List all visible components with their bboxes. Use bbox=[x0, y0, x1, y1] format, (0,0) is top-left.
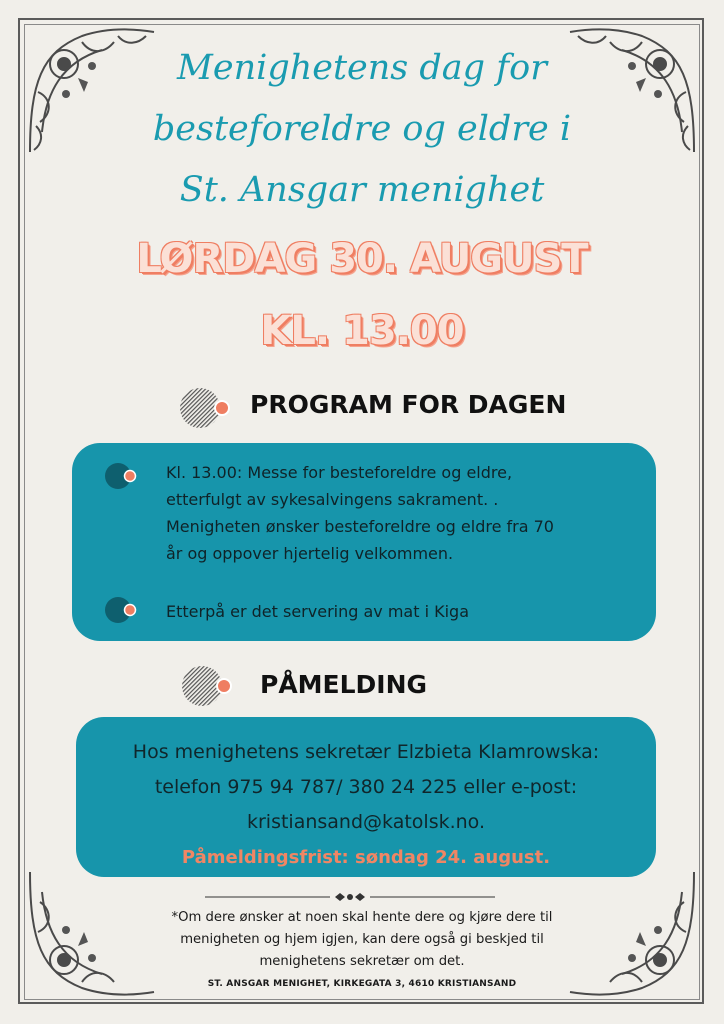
program-item-line: etterfulgt av sykesalvingens sakrament. . bbox=[166, 490, 499, 509]
signup-deadline: Påmeldingsfrist: søndag 24. august. bbox=[181, 847, 551, 868]
program-item-mass bbox=[166, 459, 646, 567]
program-item-line: år og oppover hjertelig velkommen. bbox=[166, 544, 454, 563]
event-date: LØRDAG 30. AUGUST bbox=[136, 236, 588, 282]
title-line-1: Menighetens dag for bbox=[177, 48, 547, 88]
signup-info bbox=[76, 735, 656, 875]
event-time: KL. 13.00 bbox=[260, 308, 464, 354]
program-item-line: Kl. 13.00: Messe for besteforeldre og eldre, bbox=[166, 463, 513, 482]
program-item-food: Etterpå er det servering av mat i Kiga bbox=[166, 602, 470, 621]
title-line-3: St. Ansgar menighet bbox=[179, 170, 545, 210]
signup-line: telefon 975 94 787/ 380 24 225 eller e-post: bbox=[154, 776, 578, 798]
striped-circle-bullet-icon bbox=[178, 386, 238, 430]
title-line-2: besteforeldre og eldre i bbox=[152, 109, 572, 149]
note-line: menighetens sekretær om det. bbox=[259, 954, 465, 969]
signup-heading: PÅMELDING bbox=[260, 670, 428, 699]
striped-circle-bullet-icon bbox=[180, 664, 240, 708]
program-item-line: Menigheten ønsker besteforeldre og eldre fra 70 bbox=[166, 517, 554, 536]
page-title bbox=[120, 38, 604, 221]
program-heading: PROGRAM FOR DAGEN bbox=[250, 390, 567, 419]
note-line: menigheten og hjem igjen, kan dere også gi beskjed til bbox=[180, 932, 544, 947]
note-line: *Om dere ønsker at noen skal hente dere og kjøre dere til bbox=[171, 910, 553, 925]
ornament-divider-icon bbox=[205, 891, 495, 903]
footer-address: ST. ANSGAR MENIGHET, KIRKEGATA 3, 4610 KRISTIANSAND bbox=[207, 979, 517, 989]
signup-email-line: kristiansand@katolsk.no. bbox=[246, 811, 486, 833]
transport-note bbox=[110, 907, 614, 973]
dot-bullet-icon bbox=[104, 461, 138, 491]
dot-bullet-icon bbox=[104, 595, 138, 625]
signup-line: Hos menighetens sekretær Elzbieta Klamrowska: bbox=[132, 741, 600, 763]
